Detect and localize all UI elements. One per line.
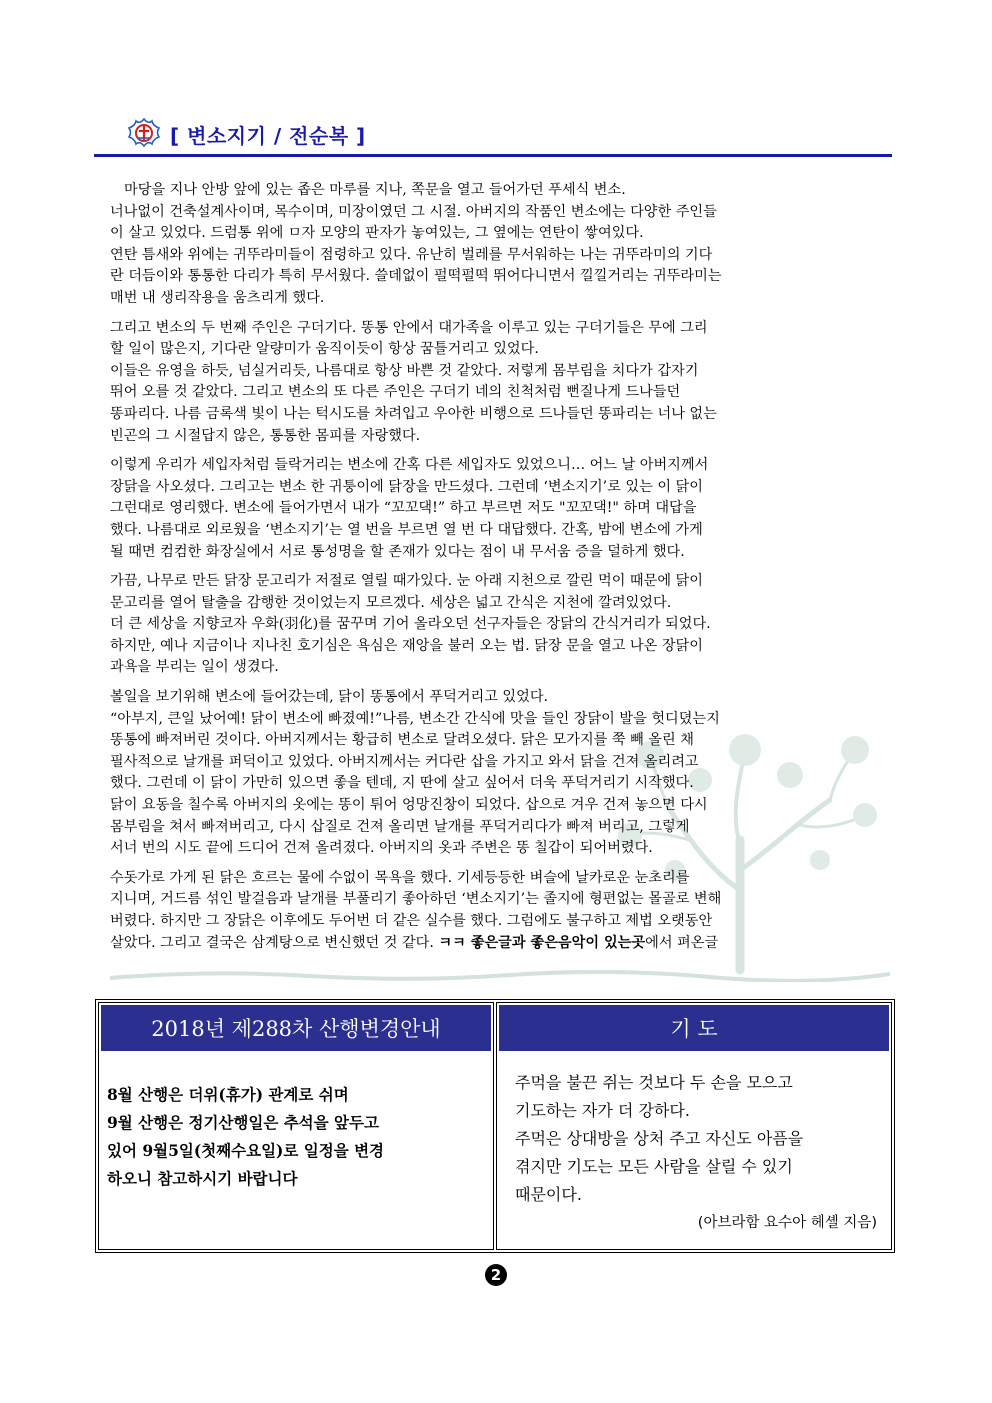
text-line: 매번 내 생리작용을 움츠리게 했다. xyxy=(110,289,325,306)
text-line: 버렸다. 하지만 그 장닭은 이후에도 두어번 더 같은 실수를 했다. 그럼에도 불구하고 제법 오랫동안 xyxy=(110,913,713,929)
hiking-notice-panel xyxy=(98,1002,494,1250)
text-line: 더 큰 세상을 지향코자 우화(羽化)를 꿈꾸며 기어 올라오던 선구자들은 장닭의 간식거리가 되었다. xyxy=(110,616,711,633)
text-segment: 살았다. 그리고 결국은 삼계탕으로 변신했던 것 같다. xyxy=(110,934,434,951)
text-line: 연탄 틈새와 위에는 귀뚜라미들이 점령하고 있다. 유난히 벌레를 무서워하는 나는 귀뚜라미의 기다 xyxy=(110,246,713,263)
prayer-title: 기 도 xyxy=(499,1005,889,1051)
text-line xyxy=(110,933,884,955)
header-divider xyxy=(94,154,892,157)
article-paragraph xyxy=(110,455,884,563)
text-line: 그리고 변소의 두 번째 주인은 구더기다. 똥통 안에서 대가족을 이루고 있는 구더기들은 무에 그리 xyxy=(110,319,708,336)
text-line: 너나없이 건축설계사이며, 목수이며, 미장이였던 그 시절. 아버지의 작품인 변소에는 다양한 주인들 xyxy=(110,203,717,220)
text-line: 이렇게 우리가 세입자처럼 들락거리는 변소에 간혹 다른 세입자도 있었으니… 어느 날 아버지께서 xyxy=(110,457,709,474)
text-line: 했다. 그런데 이 닭이 가만히 있으면 좋을 텐데, 지 딴에 살고 싶어서 더욱 푸덕거리기 시작했다. xyxy=(110,775,694,792)
notice-box xyxy=(95,999,895,1253)
notice-line: 있어 9월5일(첫째수요일)로 일정을 변경 xyxy=(107,1141,385,1160)
article-body xyxy=(110,180,884,962)
text-line: 똥통에 빠져버린 것이다. 아버지께서는 황급히 변소로 달려오셨다. 닭은 모가지를 쭉 빼 올린 채 xyxy=(110,732,694,749)
article-title: [ 변소지기 / 전순복 ] xyxy=(170,123,366,148)
text-line: 서너 번의 시도 끝에 드디어 건져 올려졌다. 아버지의 옷과 주변은 똥 칠갑이 되어버렸다. xyxy=(110,840,653,857)
text-line: 수돗가로 가게 된 닭은 흐르는 물에 수없이 목욕을 했다. 기세등등한 벼슬에 날카로운 눈초리를 xyxy=(110,869,690,886)
text-line: 할 일이 많은지, 기다란 알량미가 움직이듯이 항상 꿈틀거리고 있었다. xyxy=(110,341,539,358)
text-line: 빈곤의 그 시절답지 않은, 통통한 몸피를 자랑했다. xyxy=(110,427,421,444)
text-line: 닭이 요동을 칠수록 아버지의 옷에는 똥이 튀어 엉망진창이 되었다. 삽으로 겨우 건져 놓으면 다시 xyxy=(110,797,708,814)
page-number xyxy=(485,1264,507,1286)
source-credit-tail: 에서 펴온글 xyxy=(645,934,719,951)
prayer-body xyxy=(497,1053,891,1237)
text-line: 몸부림을 쳐서 빠져버리고, 다시 삽질로 건져 올리면 날개를 푸덕거리다가 빠져 버리고, 그렇게 xyxy=(110,818,690,835)
text-line: 란 더듬이와 통통한 다리가 특히 무서웠다. 쓸데없이 펄떡펄떡 뛰어다니면서 낄낄거리는 귀뚜라미는 xyxy=(110,268,722,285)
article-paragraph xyxy=(110,180,884,310)
prayer-line: 주먹을 불끈 쥐는 것보다 두 손을 모으고 xyxy=(515,1073,793,1092)
text-line: 볼일을 보기위해 변소에 들어갔는데, 닭이 똥통에서 푸덕거리고 있었다. xyxy=(110,689,549,706)
page-number-label: 2 xyxy=(490,1266,502,1284)
prayer-line: 겪지만 기도는 모든 사람을 살릴 수 있기 xyxy=(515,1157,793,1176)
text-line: 지니며, 거드름 섞인 발걸음과 날개를 부풀리기 좋아하던 ‘변소지기’는 졸지에 형편없는 몰골로 변해 xyxy=(110,891,722,908)
article-paragraph xyxy=(110,571,884,679)
notice-line: 8월 산행은 더위(휴가) 관계로 쉬며 xyxy=(107,1085,349,1104)
article-paragraph xyxy=(110,318,884,448)
text-line: 문고리를 열어 탈출을 감행한 것이었는지 모르겠다. 세상은 넓고 간식은 지천에 깔려있었다. xyxy=(110,594,672,611)
prayer-source: (아브라함 요수아 헤셸 지음) xyxy=(697,1215,877,1231)
text-line: 마당을 지나 안방 앞에 있는 좁은 마루를 지나, 쪽문을 열고 들어가던 푸세식 변소. xyxy=(124,182,626,198)
text-line: 과욕을 부리는 일이 생겼다. xyxy=(110,659,279,676)
prayer-panel xyxy=(496,1002,892,1250)
notice-line: 하오니 참고하시기 바랍니다 xyxy=(107,1169,298,1188)
ground-grass-icon xyxy=(110,968,890,982)
text-line: 장닭을 사오셨다. 그리고는 변소 한 귀퉁이에 닭장을 만드셨다. 그런데 ‘변소지기’로 있는 이 닭이 xyxy=(110,478,703,495)
text-line: 똥파리다. 나름 금록색 빛이 나는 턱시도를 차려입고 우아한 비행으로 드나들던 똥파리는 너나 없는 xyxy=(110,405,717,422)
text-line: “아부지, 큰일 났어예! 닭이 변소에 빠졌예!”나름, 변소간 간식에 맛을 들인 장닭이 발을 헛디뎠는지 xyxy=(110,710,720,727)
text-line: 필사적으로 날개를 퍼덕이고 있었다. 아버지께서는 커다란 삽을 가지고 와서 닭을 건져 올리려고 xyxy=(110,753,699,770)
source-credit: ㅋㅋ 좋은글과 좋은음악이 있는곳 xyxy=(438,934,646,951)
article-paragraph xyxy=(110,687,884,860)
article-paragraph xyxy=(110,868,884,954)
article-header xyxy=(128,114,366,154)
prayer-line: 기도하는 자가 더 강하다. xyxy=(515,1101,690,1120)
text-line: 뛰어 오를 것 같았다. 그리고 변소의 또 다른 주인은 구더기 네의 친척처럼 뻔질나게 드나들던 xyxy=(110,384,681,401)
text-line: 이 살고 있었다. 드럼통 위에 ㅁ자 모양의 판자가 놓여있는, 그 옆에는 연탄이 쌓여있다. xyxy=(110,225,644,242)
church-emblem-icon xyxy=(128,118,160,150)
text-line: 하지만, 예나 지금이나 지나친 호기심은 욕심은 재앙을 불러 오는 법. 닭장 문을 열고 나온 장닭이 xyxy=(110,637,703,654)
hiking-notice-title: 2018년 제288차 산행변경안내 xyxy=(101,1005,491,1051)
text-line: 될 때면 컴컴한 화장실에서 서로 통성명을 할 존재가 있다는 점이 내 무서움 증을 덜하게 했다. xyxy=(110,543,685,560)
text-line: 이들은 유영을 하듯, 넘실거리듯, 나름대로 항상 바쁜 것 같았다. 저렇게 몸부림을 치다가 갑자기 xyxy=(110,362,699,379)
text-line: 했다. 나름대로 외로웠을 ‘변소지기’는 열 번을 부르면 열 번 다 대답했다. 간혹, 밤에 변소에 가게 xyxy=(110,521,703,538)
text-line: 가끔, 나무로 만든 닭장 문고리가 저절로 열릴 때가있다. 눈 아래 지천으로 깔린 먹이 때문에 닭이 xyxy=(110,573,703,590)
text-line: 그런대로 영리했다. 변소에 들어가면서 내가 “꼬꼬댁!” 하고 부르면 저도 "꼬꼬댁!" 하며 대답을 xyxy=(110,500,697,517)
prayer-line: 주먹은 상대방을 상처 주고 자신도 아픔을 xyxy=(515,1129,804,1148)
prayer-line: 때문이다. xyxy=(515,1185,582,1204)
notice-line: 9월 산행은 정기산행일은 추석을 앞두고 xyxy=(107,1113,379,1132)
hiking-notice-body xyxy=(99,1053,493,1193)
